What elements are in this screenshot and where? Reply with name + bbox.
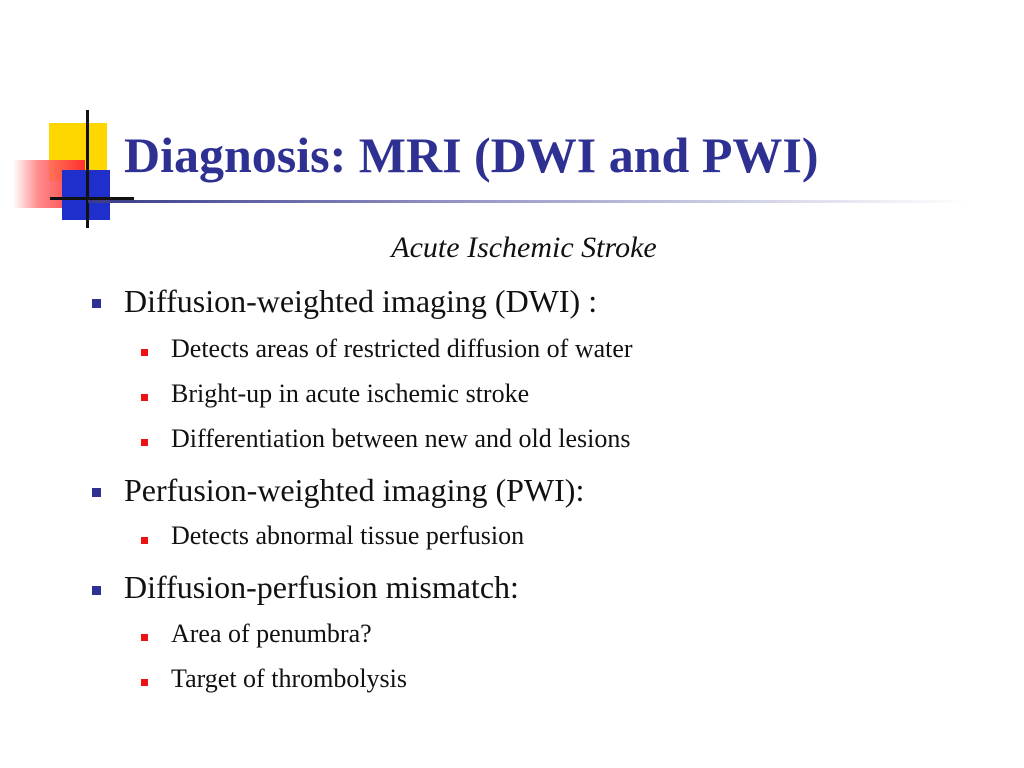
bullet-square-icon [92, 586, 101, 595]
bullet-pwi: Perfusion-weighted imaging (PWI): [124, 472, 585, 508]
sub-bullet-square-icon [141, 537, 148, 544]
sub-bullet-square-icon [141, 439, 148, 446]
slide-title: Diagnosis: MRI (DWI and PWI) [124, 127, 819, 183]
slide-subtitle: Acute Ischemic Stroke [391, 231, 657, 264]
sub-bullet-square-icon [141, 634, 148, 641]
sub-bullet-item: Detects abnormal tissue perfusion [171, 521, 525, 550]
sub-bullet-item: Target of thrombolysis [171, 664, 408, 693]
sub-bullet-item: Area of penumbra? [171, 619, 372, 648]
sub-bullet-square-icon [141, 679, 148, 686]
sub-bullet-square-icon [141, 394, 148, 401]
sub-bullet-item: Detects areas of restricted diffusion of water [171, 334, 633, 363]
sub-bullet-item: Differentiation between new and old lesions [171, 424, 631, 453]
bullet-square-icon [92, 299, 101, 308]
bullet-mismatch: Diffusion-perfusion mismatch: [124, 569, 519, 605]
bullet-square-icon [92, 488, 101, 497]
sub-bullet-square-icon [141, 349, 148, 356]
bullet-dwi: Diffusion-weighted imaging (DWI) : [124, 283, 598, 319]
sub-bullet-item: Bright-up in acute ischemic stroke [171, 379, 530, 408]
